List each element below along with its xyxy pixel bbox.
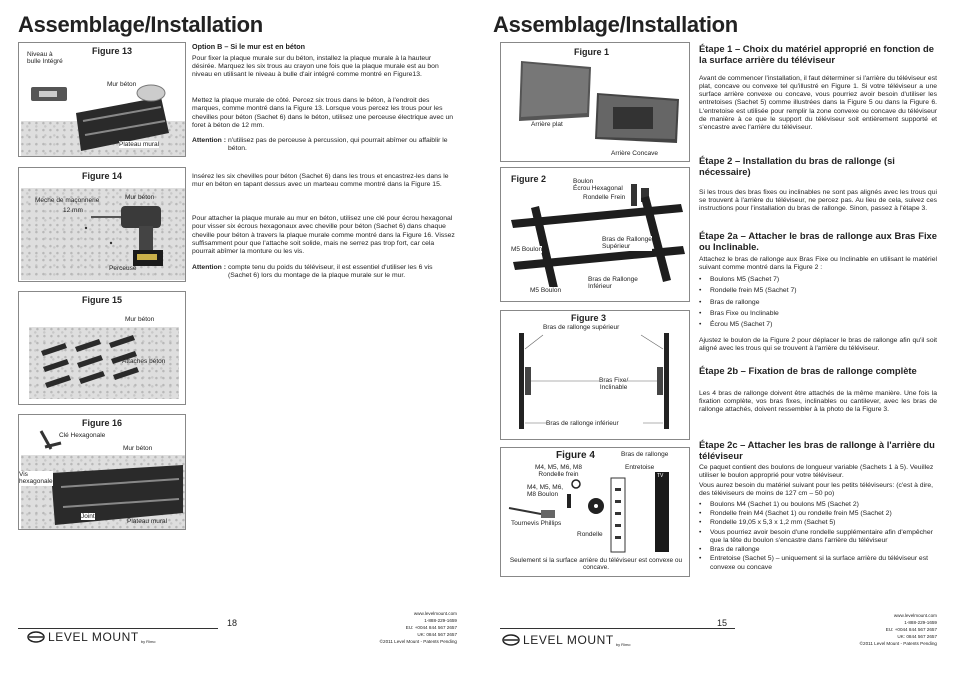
list-item: • Boulons M4 (Sachet 1) ou boulons M5 (Sachet 2) (699, 501, 937, 509)
footer-phone: EU: +0044 844 567 2657 (405, 625, 457, 631)
callout-wall: Mur béton (123, 445, 153, 452)
step1-text: Avant de commencer l'installation, il faut déterminer si l'arrière du téléviseur est plat, concave ou convexe tel qu'illustré en Figure 1. Si votre téléviseur a une surface arrière convexe ou concave, vous pourriez avoir besoin d'utiliser les entretoises (Sachet 5) comme illustrées dans la Figure 5 ou dans la Figure 6. L'entretoise est utilisée pour remplir la zone convexe ou concave du téléviseur de manière à ce que le support du téléviseur soit entièrement supporté et s'encastre avec l'arrière du téléviseur. (699, 74, 937, 132)
footer-url[interactable]: www.levelmount.com (893, 613, 937, 618)
logo-by: by Rimo (140, 638, 156, 644)
tv-backs-illustration (501, 43, 691, 163)
list-item: • Bras de rallonge (699, 299, 937, 307)
callout-level: Niveau à bulle Intégré (27, 51, 63, 66)
left-page-title: Assemblage/Installation (18, 12, 263, 37)
callout-size: 12 mm (63, 207, 83, 214)
step2b-text: Les 4 bras de rallonge doivent être attachés de la même manière. Une fois la fixation complète, vos bras fixes, inclinables ou cantilever, avec les bras de rallonge attachés, doivent ressembler à la photo de la Figure 3. (699, 389, 937, 414)
footer-divider (18, 628, 218, 629)
logo-mark-icon (27, 631, 45, 643)
right-text-column (699, 44, 937, 133)
attention-label: Attention : (192, 137, 226, 144)
step2a-adjust-text: Ajustez le boulon de la Figure 2 pour déplacer le bras de rallonge afin qu'il soit aligné avec les trous qui se trouvent à l'arrière du téléviseur. (699, 337, 937, 353)
callout-plate: Plateau mural (119, 141, 160, 148)
paragraph-attach-plate: Pour attacher la plaque murale au mur en béton, utilisez une clé pour écrou hexagonal pour visser six écrous hexagonaux avec cheville pour béton (Sachet 6) dans chaque cheville pour béton à travers la plaque murale comme montré dans la Figure 16. Vissez suffisamment pour que l'attache soit solide, mais ne serrez pas trop fort, car cela pourrait abîmer la monture ou les vis. (192, 215, 455, 256)
list-item: • Rondelle 19,05 x 5,3 x 1,2 mm (Sachet 5) (699, 519, 937, 527)
label-bolts: M4, M5, M6, M8 Boulon (527, 484, 564, 499)
footer-phone: 1-888-229-1659 (424, 618, 457, 624)
label-spacer: Entretoise (625, 464, 655, 471)
step2c-section (699, 440, 937, 573)
callout-plate: Plateau mural (127, 518, 168, 525)
attention-text: n'utilisez pas de perceuse à percussion, qui pourrait abîmer ou affaiblir le béton. (228, 137, 448, 153)
label-tv: TV (657, 473, 664, 479)
step2-text: Si les trous des bras fixes ou inclinables ne sont pas alignés avec les trous qui se trouvent à l'arrière du téléviseur, ne percez pas. Au lieu de cela, suivez ces instructions pour l'installation du bras de rallonge. Sinon, passez à l'étape 3. (699, 188, 937, 213)
list-item: • Boulons M5 (Sachet 7) (699, 276, 937, 284)
level-mount-logo (502, 633, 631, 647)
step2c-text: Ce paquet contient des boulons de longueur variable (Sachets 1 à 5). Veuillez utiliser le boulon approprié pour votre téléviseur. (699, 463, 934, 479)
label-fixed-arm: Bras Fixe/ Inclinable (599, 377, 629, 392)
callout-joint: Joint (81, 513, 95, 520)
footer-contact (820, 612, 937, 648)
label-m5-bolt-bottom: M5 Boulon (530, 287, 562, 294)
list-item: • Bras Fixe ou Inclinable (699, 310, 937, 318)
footer-phone: EU: +0044 844 567 2657 (885, 627, 937, 633)
attention-weight (192, 264, 457, 281)
list-item: • Vous pourriez avoir besoin d'une rondelle supplémentaire afin d'empêcher que la tête du boulon s'encastre dans l'arrière du téléviseur (699, 529, 937, 546)
footer-copyright: ©2011 Level Mount - Patents Pending (379, 639, 457, 645)
callout-anchors: Attaches béton (122, 358, 166, 365)
step2c-hardware-list (699, 501, 937, 572)
page-number: 15 (717, 618, 728, 628)
label-lower-arm: Bras de Rallonge Inférieur (588, 276, 638, 291)
label-washer: Rondelle (577, 531, 603, 538)
list-item: • Rondelle frein M5 (Sachet 7) (699, 287, 937, 295)
label-extension-arm: Bras de rallonge (621, 451, 669, 458)
step2b-heading: Étape 2b – Fixation de bras de rallonge complète (699, 365, 917, 376)
wall-plate-illustration (21, 73, 185, 156)
list-item: • Rondelle frein M4 (Sachet 1) ou rondelle frein M5 (Sachet 2) (699, 510, 937, 518)
footer-contact (340, 610, 457, 646)
step2b-section (699, 366, 937, 415)
logo-text: LEVEL MOUNT (523, 633, 614, 647)
callout-wall: Mur béton (125, 316, 155, 323)
label-lower-arm: Bras de rallonge inférieur (546, 420, 619, 427)
figure-14-label: Figure 14 (82, 171, 123, 181)
figure-16-label: Figure 16 (82, 418, 123, 428)
step2a-text: Attachez le bras de rallonge aux Bras Fixe ou Inclinable en utilisant le matériel suivant comme montré dans la Figure 2 : (699, 255, 937, 271)
footer-phone: 1-888-229-1659 (904, 620, 937, 626)
figure-13-label: Figure 13 (92, 46, 133, 56)
attention-text: compte tenu du poids du téléviseur, il est essentiel d'utiliser les 6 vis (Sachet 6) lors du montage de la plaque murale sur le mur. (228, 264, 433, 280)
list-item: • Entretoise (Sachet 5) – uniquement si la surface arrière du téléviseur est convexe ou concave (699, 555, 937, 572)
label-washer: Rondelle Frein (583, 194, 626, 201)
label-lock-washers: M4, M5, M6, M8 Rondelle frein (535, 464, 582, 479)
figure-1-label: Figure 1 (574, 47, 610, 57)
label-concave: Arrière Concave (611, 150, 658, 157)
label-flat: Arrière plat (531, 121, 563, 128)
footer-phone: UK: 0844 567 2657 (897, 634, 937, 640)
label-screwdriver: Tournevis Phillips (511, 520, 562, 527)
step2a-section (699, 231, 937, 333)
step1-heading: Étape 1 – Choix du matériel approprié en fonction de la surface arrière du téléviseur (699, 43, 934, 65)
figure-15-label: Figure 15 (82, 295, 123, 305)
figure-13 (18, 42, 186, 157)
figure-15 (18, 291, 186, 405)
paragraph-mark-holes: Pour fixer la plaque murale sur du béton, installez la plaque murale à la hauteur désirée. Marquez les six trous au crayon une fois que la plaque murale est au bon niveau en utilisant le niveau à bulle d'air intégré comme montré en Figure13. (192, 54, 439, 79)
list-item: • Bras de rallonge (699, 546, 937, 554)
footer-divider (500, 628, 735, 629)
step2-section (699, 156, 937, 213)
paragraph-drill-holes: Mettez la plaque murale de côté. Percez six trous dans le béton, à l'endroit des marques, comme montré dans la Figure 13. Lorsque vous percez les trous pour les chevilles pour béton (Sachet 6) dans le béton, utilisez une perceuse électrique avec un foret à béton de 12 mm. (192, 97, 454, 129)
step2a-heading: Étape 2a – Attacher le bras de rallonge aux Bras Fixe ou Inclinable. (699, 230, 937, 252)
callout-drill: Perceuse (109, 265, 137, 272)
attention-label: Attention : (192, 264, 226, 271)
figure-2-label: Figure 2 (511, 174, 547, 184)
label-upper-arm: Bras de rallonge supérieur (543, 324, 620, 331)
left-text-column (192, 43, 457, 80)
label-m5-bolt-top: M5 Boulon (511, 246, 543, 253)
figure-16 (18, 414, 186, 530)
list-item: • Écrou M5 (Sachet 7) (699, 321, 937, 329)
logo-text: LEVEL MOUNT (48, 630, 139, 644)
figure-3 (500, 310, 690, 440)
figure-4-caption: Seulement si la surface arrière du téléviseur est convexe ou concave. (509, 557, 683, 572)
label-bolt: Boulon Écrou Hexagonal (573, 178, 623, 193)
figure-4-label: Figure 4 (556, 450, 595, 461)
option-b-heading: Option B – Si le mur est en béton (192, 42, 306, 51)
step2a-hardware-list (699, 276, 937, 329)
callout-key: Clé Hexagonale (59, 432, 106, 439)
logo-by: by Rimo (615, 641, 631, 647)
paragraph-insert-anchors: Insérez les six chevilles pour béton (Sachet 6) dans les trous et encastrez-les dans le mur en béton en tapant dessus avec un marteau comme montré dans la Figure 15. (192, 173, 449, 189)
callout-bit: Meche de maçonnerie (35, 197, 100, 204)
callout-wall: Mur béton (125, 194, 155, 201)
footer-url[interactable]: www.levelmount.com (413, 611, 457, 616)
callout-screw: Vis hexagonale (19, 471, 53, 486)
page-number: 18 (227, 618, 238, 628)
footer-copyright: ©2011 Level Mount - Patents Pending (859, 641, 937, 647)
figure-2 (500, 167, 690, 302)
callout-wall: Mur béton (107, 81, 137, 88)
figure-4 (500, 447, 690, 577)
figure-1 (500, 42, 690, 162)
step2c-text: Vous aurez besoin du matériel suivant pour les petits téléviseurs: (c'est à dire, des téléviseurs de moins de 127 cm – 50 po) (699, 482, 934, 498)
level-mount-logo (27, 630, 156, 644)
figure-14 (18, 167, 186, 282)
figure-3-label: Figure 3 (571, 313, 607, 323)
right-page-title: Assemblage/Installation (493, 12, 738, 37)
footer-phone: UK: 0844 567 2657 (417, 632, 457, 638)
step2c-heading: Étape 2c – Attacher les bras de rallonge à l'arrière du téléviseur (699, 439, 935, 461)
attention-drill (192, 137, 457, 154)
step2-heading: Étape 2 – Installation du bras de rallonge (si nécessaire) (699, 155, 895, 177)
logo-mark-icon (502, 634, 520, 646)
label-upper-arm: Bras de Rallonge Supérieur (602, 236, 652, 251)
